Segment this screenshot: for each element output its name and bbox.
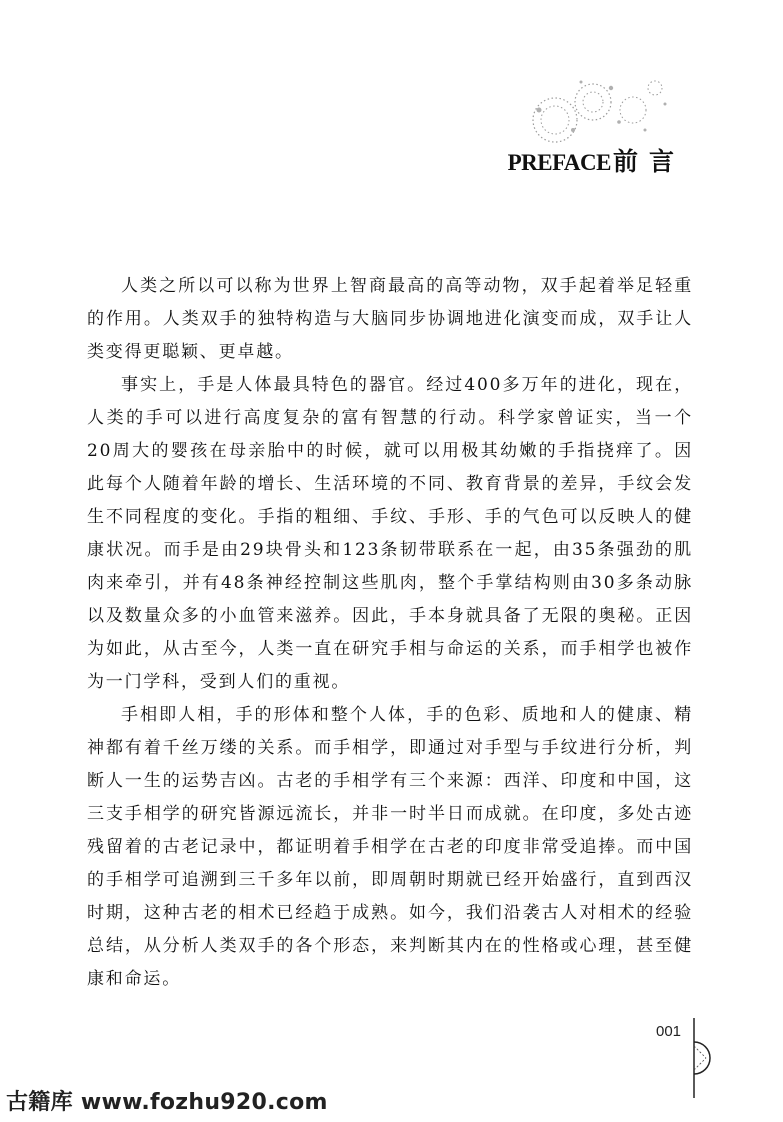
- paragraph-2: 事实上，手是人体最具特色的器官。经过400多万年的进化，现在，人类的手可以进行高度复杂的富有智慧的行动。科学家曾证实，当一个20周大的婴孩在母亲胎中的时候，就可以用极其幼嫩的手指挠痒了。因此每个人随着年龄的增长、生活环境的不同、教育背景的差异，手纹会发生不同程度的变化。手指的粗细、手纹、手形、手的气色可以反映人的健康状况。而手是由29块骨头和123条韧带联系在一起，由35条强劲的肌肉来牵引，并有48条神经控制这些肌肉，整个手掌结构则由30多条动脉以及数量众多的小血管来滋养。因此，手本身就具备了无限的奥秘。正因为如此，从古至今，人类一直在研究手相与命运的关系，而手相学也被作为一门学科，受到人们的重视。: [87, 375, 693, 692]
- decorative-ornament: [515, 70, 675, 150]
- watermark: 古籍库 www.fozhu920.com: [6, 1090, 328, 1115]
- paragraph-1: 人类之所以可以称为世界上智商最高的高等动物，双手起着举足轻重的作用。人类双手的独特构造与大脑同步协调地进化演变而成，双手让人类变得更聪颖、更卓越。: [87, 276, 693, 362]
- title-english: PREFACE: [507, 150, 611, 175]
- page-edge-tab-icon: [690, 1018, 730, 1098]
- paragraph-3: 手相即人相，手的形体和整个人体，手的色彩、质地和人的健康、精神都有着千丝万缕的关系。而手相学，即通过对手型与手纹进行分析，判断人一生的运势吉凶。古老的手相学有三个来源：西洋、印度和中国，这三支手相学的研究皆源远流长，并非一时半日而成就。在印度，多处古迹残留着的古老记录中，都证明着手相学在古老的印度非常受追捧。而中国的手相学可追溯到三千多年以前，即周朝时期就已经开始盛行，直到西汉时期，这种古老的相术已经趋于成熟。如今，我们沿袭古人对相术的经验总结，从分析人类双手的各个形态，来判断其内在的性格或心理，甚至健康和命运。: [87, 705, 693, 989]
- preface-body: [87, 270, 693, 996]
- title-chinese: 前言: [612, 147, 685, 176]
- page-number: 001: [656, 1023, 682, 1040]
- page-title: [508, 142, 685, 178]
